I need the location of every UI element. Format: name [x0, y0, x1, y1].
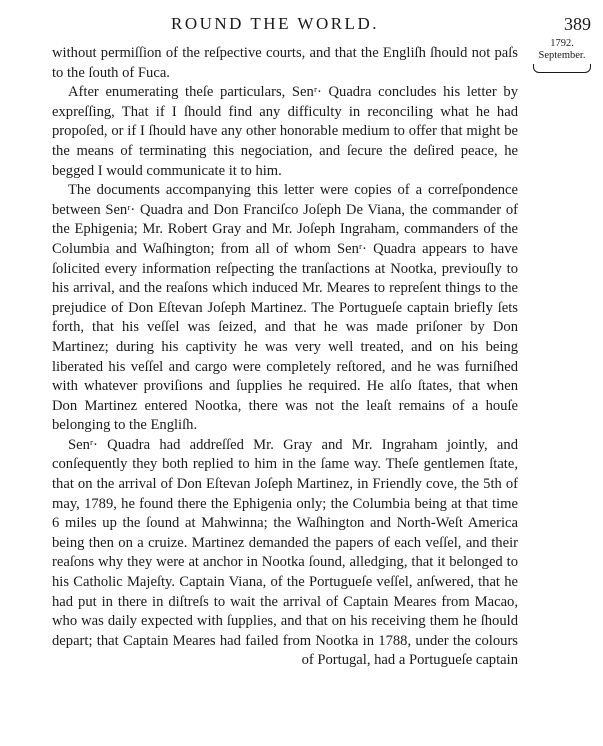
paragraph: Senʳ· Quadra had addreſſed Mr. Gray and Mr. Ingraham jointly, and conſequently they both replied to him in the ſame way. Theſe gentlemen ſtate, that on the arrival of Don Eſtevan Joſeph Martinez, in Friendly cove, the 5th of may, 1789, he found there the Ephigenia only; the Columbia being at that time 6 miles up the ſound at Mahwinna; the Waſhington and North-Weſt America being then on a cruize. Martinez demanded the papers of each veſſel, and their reaſons why they were at anchor in Nootka ſound, alledging, that it belonged to his Catholic Majeſty. Captain Viana, of the Portugueſe veſſel, anſwered, that he had put in there in diſtreſs to wait the arrival of Captain Meares from Macao, who was daily expected with ſupplies, and that on his receiving them he ſhould depart; that Captain Meares had failed from Nootka in 1788, under the colours of Portugal, had a Portugueſe captain	[52, 436, 518, 669]
paragraph: After enumerating theſe particulars, Senʳ· Quadra concludes his letter by expreſſing, That if I ſhould find any difficulty in reconciling what he had propoſed, or if I ſhould have any other honorable medium to offer that might be the means of terminating this negociation, and ſecure the deſired peace, he begged I would communicate it to him.	[52, 84, 518, 179]
paragraph-continuation: without permiſſion of the reſpective courts, and that the Engliſh ſhould not paſs to the ſouth of Fuca.	[52, 45, 518, 81]
margin-note-year: 1792.	[550, 38, 574, 49]
body-text	[52, 44, 518, 671]
margin-brace-icon	[533, 64, 591, 73]
paragraph: The documents accompanying this letter were copies of a correſpondence between Senʳ· Quadra and Don Franciſco Joſeph De Viana, the commander of the Ephigenia; Mr. Robert Gray and Mr. Joſeph Ingraham, commanders of the Columbia and Waſhington; from all of whom Senʳ· Quadra appears to have ſolicited every information reſpecting the tranſactions at Nootka, previouſly to his arrival, and the reaſons which induced Mr. Meares to repreſent things to the prejudice of Don Eſtevan Joſeph Martinez. The Portugueſe captain briefly ſets forth, that his veſſel was ſeized, and that he was made priſoner by Don Martinez; during his captivity he was very well treated, and on his being liberated his veſſel and cargo were completely reſtored, and he was furniſhed with whatever proviſions and ſupplies he required. He alſo ſtates, that when Don Martinez entered Nootka, there was not the leaſt remains of a houſe belonging to the Engliſh.	[52, 182, 518, 434]
running-head-title: ROUND THE WORLD.	[171, 14, 379, 33]
margin-note-month: September.	[538, 50, 586, 61]
page-number: 389	[564, 14, 591, 34]
margin-date-note	[527, 38, 597, 73]
running-head	[0, 12, 603, 36]
